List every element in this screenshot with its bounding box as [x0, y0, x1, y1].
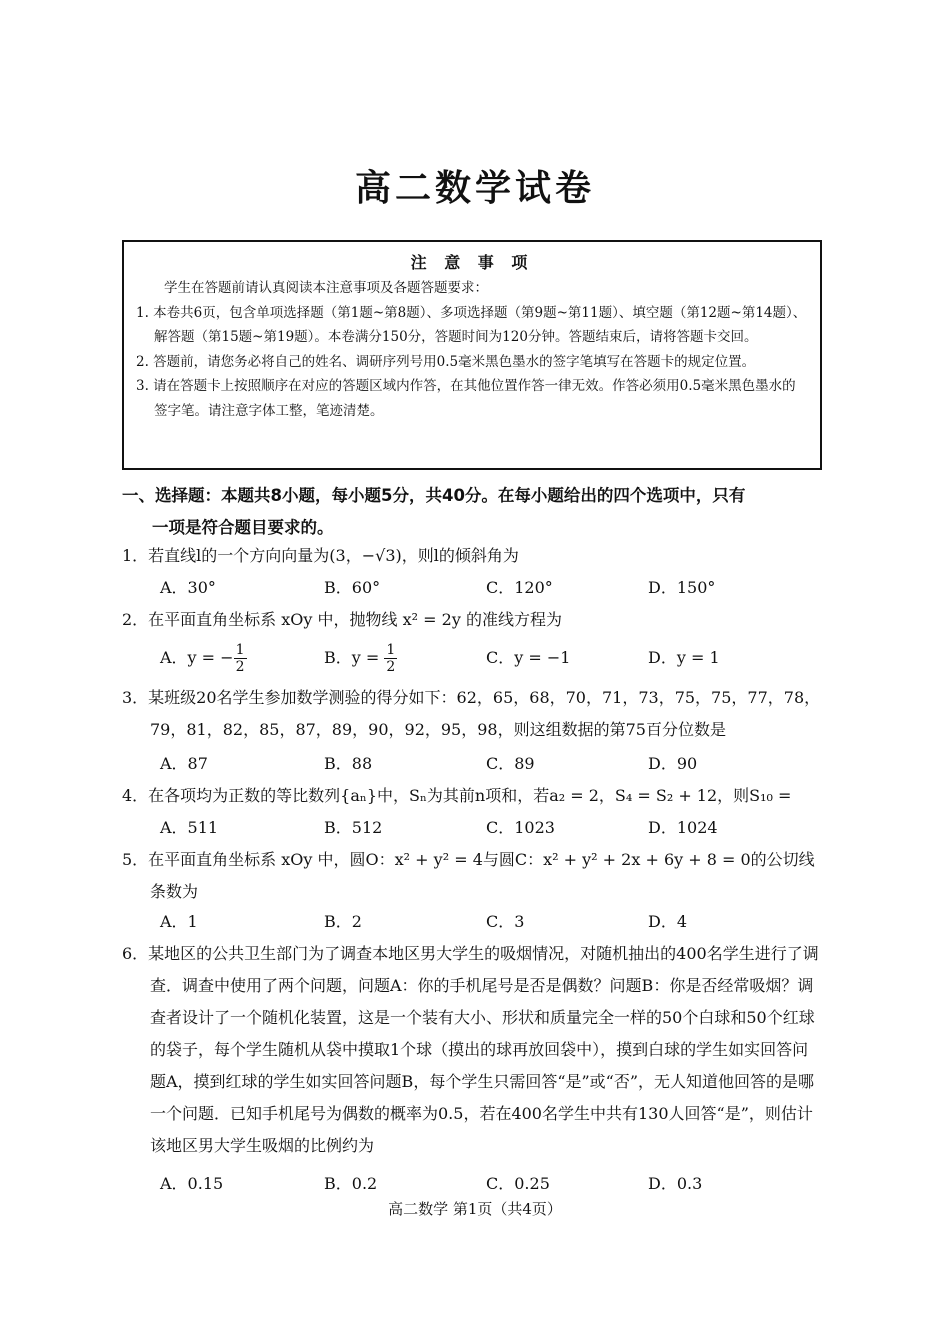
- notice-item: 1. 本卷共6页，包含单项选择题（第1题~第8题）、多项选择题（第9题~第11题）、填空题（第12题~第14题）、解答题（第15题~第19题）。本卷满分150分，答题时间为120分钟。答题结束后，请将答题卡交回。: [136, 304, 807, 345]
- fraction-numerator: 1: [386, 642, 396, 658]
- options-2: [160, 642, 810, 678]
- question-2: [122, 604, 822, 636]
- option-a: A．511: [160, 818, 219, 837]
- option-d: D．4: [648, 912, 688, 931]
- option-b: B．2: [324, 912, 362, 931]
- option-c: C．1023: [486, 818, 555, 837]
- option-a-text: A．y = −: [160, 648, 234, 667]
- question-4: [122, 780, 822, 812]
- notice-item: 2. 答题前，请您务必将自己的姓名、调研序列号用0.5毫米黑色墨水的签字笔填写在答题卡的规定位置。: [136, 353, 756, 370]
- question-1: [122, 540, 822, 572]
- option-c: C．3: [486, 912, 525, 931]
- question-text: 6．某地区的公共卫生部门为了调查本地区男大学生的吸烟情况，对随机抽出的400名学生进行了调查．调查中使用了两个问题，问题A：你的手机尾号是否是偶数？问题B：你是否经常吸烟？调查者设计了一个随机化装置，这是一个装有大小、形状和质量完全一样的50个白球和50个红球的袋子，每个学生随机从袋中摸取1个球（摸出的球再放回袋中），摸到白球的学生如实回答问题A，摸到红球的学生如实回答问题B，每个学生只需回答“是”或“否”，无人知道他回答的是哪一个问题．已知手机尾号为偶数的概率为0.5，若在400名学生中共有130人回答“是”，则估计该地区男大学生吸烟的比例约为: [122, 944, 819, 1155]
- fraction: [384, 642, 397, 675]
- question-text: 2．在平面直角坐标系 xOy 中，抛物线 x² = 2y 的准线方程为: [122, 610, 562, 629]
- option-a: A．87: [160, 754, 208, 773]
- notice-box: [122, 240, 822, 470]
- option-c: C．120°: [486, 578, 553, 597]
- fraction-numerator: 1: [235, 642, 245, 658]
- section-heading: [122, 480, 822, 544]
- notice-heading: 注 意 事 项: [410, 253, 534, 272]
- page-title: 高二数学试卷: [354, 168, 595, 209]
- question-3: [122, 682, 822, 746]
- options-4: [160, 812, 810, 844]
- question-text: 1．若直线l的一个方向向量为(3，−√3)，则l的倾斜角为: [122, 546, 519, 565]
- option-c: C．0.25: [486, 1174, 550, 1193]
- question-6: [122, 938, 822, 1162]
- option-d: D．1024: [648, 818, 718, 837]
- option-a: A．0.15: [160, 1174, 224, 1193]
- option-c: C．y = −1: [486, 648, 571, 667]
- question-5: [122, 844, 822, 908]
- option-d: D．y = 1: [648, 648, 720, 667]
- notice-intro: 学生在答题前请认真阅读本注意事项及各题答题要求：: [164, 280, 488, 296]
- notice-item: 3. 请在答题卡上按照顺序在对应的答题区域内作答，在其他位置作答一律无效。作答必须用0.5毫米黑色墨水的签字笔。请注意字体工整，笔迹清楚。: [136, 378, 796, 419]
- question-text: 3．某班级20名学生参加数学测验的得分如下：62，65，68，70，71，73，75，75，77，78，79，81，82，85，87，89，90，92，95，98，则这组数据的第75百分位数是: [122, 688, 821, 739]
- question-text: 4．在各项均为正数的等比数列{aₙ}中，Sₙ为其前n项和，若a₂ = 2，S₄ = S₂ + 12，则S₁₀ =: [122, 786, 792, 805]
- question-text: 5．在平面直角坐标系 xOy 中，圆O：x² + y² = 4与圆C：x² + y² + 2x + 6y + 8 = 0的公切线条数为: [122, 850, 815, 901]
- option-b: B．60°: [324, 578, 381, 597]
- options-3: [160, 748, 810, 780]
- option-d: D．0.3: [648, 1174, 703, 1193]
- option-d: D．150°: [648, 578, 716, 597]
- option-b: B．88: [324, 754, 373, 773]
- option-a: A．30°: [160, 578, 216, 597]
- option-a: A．1: [160, 912, 198, 931]
- option-b: B．512: [324, 818, 383, 837]
- options-1: [160, 572, 810, 604]
- section-line: 一项是符合题目要求的。: [152, 518, 334, 537]
- options-5: [160, 906, 810, 938]
- options-6: [160, 1168, 810, 1200]
- fraction: [234, 642, 247, 675]
- page-footer: 高二数学 第1页（共4页）: [388, 1200, 562, 1218]
- fraction-denominator: 2: [386, 659, 396, 675]
- option-a: [160, 642, 247, 675]
- option-b: [324, 642, 397, 675]
- option-c: C．89: [486, 754, 535, 773]
- section-line: 一、选择题：本题共8小题，每小题5分，共40分。在每小题给出的四个选项中，只有: [122, 486, 746, 505]
- option-d: D．90: [648, 754, 698, 773]
- option-b-text: B．y =: [324, 648, 385, 667]
- fraction-denominator: 2: [235, 659, 245, 675]
- option-b: B．0.2: [324, 1174, 378, 1193]
